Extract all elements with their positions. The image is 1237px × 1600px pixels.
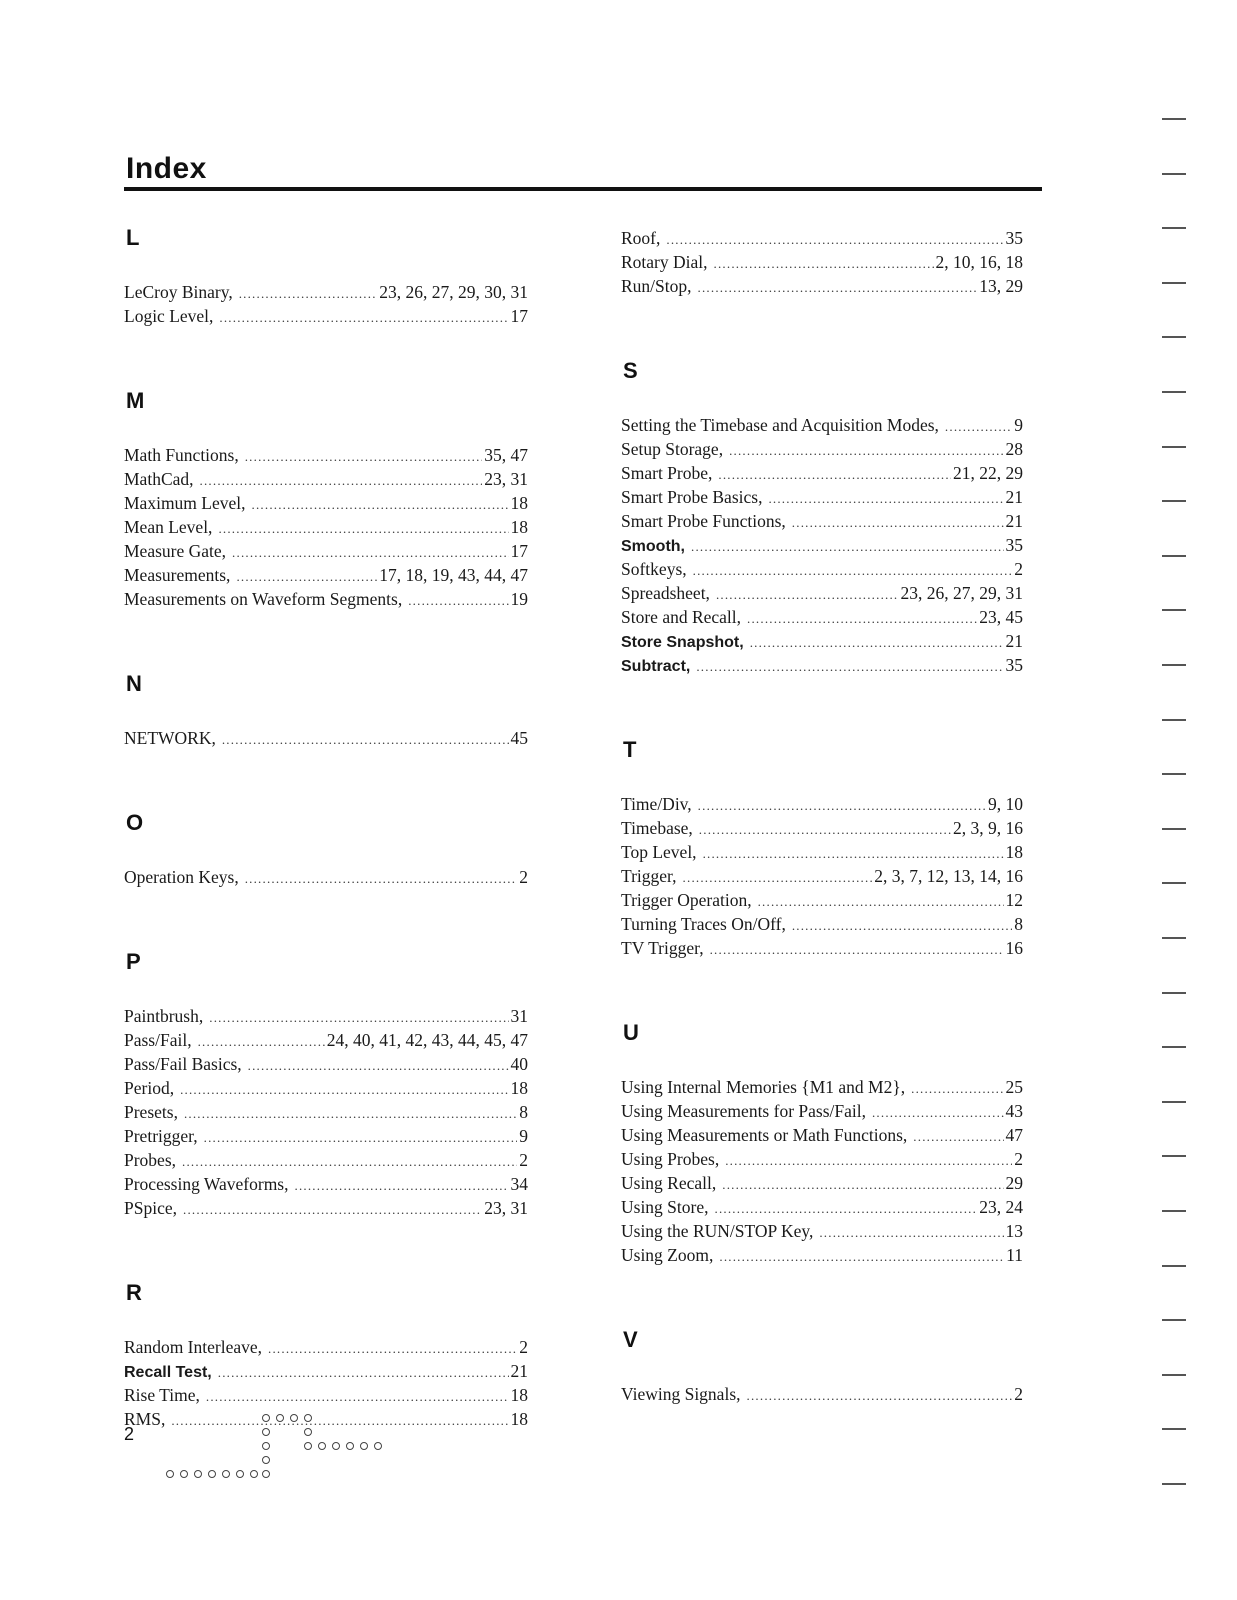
entry-pages: 35 (1005, 228, 1023, 248)
index-entry (621, 1123, 1023, 1147)
dot-leader (683, 866, 873, 890)
entry-term: Mean Level, (124, 517, 213, 537)
edge-mark (1162, 282, 1186, 284)
entry-pages: 35 (1005, 535, 1023, 555)
index-entry (124, 1004, 528, 1028)
index-section (621, 738, 1023, 960)
dot-leader (722, 1173, 1003, 1197)
entry-term: Run/Stop, (621, 276, 692, 296)
entry-pages: 23, 26, 27, 29, 30, 31 (379, 282, 528, 302)
index-entry (621, 274, 1023, 298)
dot-leader (768, 487, 1003, 511)
entry-pages: 2 (519, 1150, 528, 1170)
index-section (621, 1021, 1023, 1267)
index-entry (621, 461, 1023, 485)
index-entry (621, 1147, 1023, 1171)
edge-mark (1162, 227, 1186, 229)
dot-leader (872, 1101, 1004, 1125)
index-section (621, 359, 1023, 677)
dot-leader (232, 541, 508, 565)
dot-leader (184, 1102, 517, 1126)
entry-term: Maximum Level, (124, 493, 246, 513)
index-entry (124, 1124, 528, 1148)
index-entry (124, 1052, 528, 1076)
index-entry (621, 485, 1023, 509)
dot-leader (696, 655, 1003, 679)
entry-term: Smart Probe Basics, (621, 487, 763, 507)
entry-pages: 23, 26, 27, 29, 31 (900, 583, 1023, 603)
dot-leader (698, 794, 986, 818)
index-entry (621, 864, 1023, 888)
entry-term: Using Probes, (621, 1149, 720, 1169)
entry-pages: 12 (1005, 890, 1023, 910)
edge-mark (1162, 1210, 1186, 1212)
entry-term: Paintbrush, (124, 1006, 204, 1026)
index-entry (621, 226, 1023, 250)
entry-term: Pass/Fail Basics, (124, 1054, 242, 1074)
edge-mark (1162, 1101, 1186, 1103)
index-entry (124, 587, 528, 611)
index-entry (124, 1172, 528, 1196)
dot-leader (204, 1126, 518, 1150)
section-letter: V (623, 1327, 638, 1352)
entry-pages: 17 (510, 541, 528, 561)
dot-leader (945, 415, 1012, 439)
entry-pages: 23, 31 (484, 469, 528, 489)
entry-pages: 21 (1005, 487, 1023, 507)
section-letter: N (126, 671, 142, 696)
entry-pages: 28 (1005, 439, 1023, 459)
dot-leader (792, 511, 1004, 535)
entry-pages: 16 (1005, 938, 1023, 958)
edge-mark (1162, 992, 1186, 994)
entry-pages: 2, 10, 16, 18 (935, 252, 1023, 272)
entry-pages: 17, 18, 19, 43, 44, 47 (379, 565, 528, 585)
dot-leader (408, 589, 508, 613)
edge-mark (1162, 446, 1186, 448)
entry-term: RMS, (124, 1409, 166, 1429)
entry-term: Random Interleave, (124, 1337, 263, 1357)
entry-term: Rise Time, (124, 1385, 200, 1405)
index-entry (621, 509, 1023, 533)
entry-term: Using Internal Memories {M1 and M2}, (621, 1077, 906, 1097)
entry-term: Pretrigger, (124, 1126, 198, 1146)
index-entry (621, 1171, 1023, 1195)
entry-term: Using Zoom, (621, 1245, 714, 1265)
entry-term: LeCroy Binary, (124, 282, 233, 302)
dot-leader (758, 890, 1004, 914)
entry-pages: 43 (1005, 1101, 1023, 1121)
index-column-left (124, 226, 528, 1431)
entry-term: NETWORK, (124, 728, 216, 748)
dot-leader (239, 282, 378, 306)
index-entry (124, 1359, 528, 1383)
entry-pages: 8 (519, 1102, 528, 1122)
index-entry (621, 605, 1023, 629)
dot-leader (698, 276, 978, 300)
edge-mark (1162, 719, 1186, 721)
entry-term: Smooth, (621, 538, 685, 555)
entry-term: Setting the Timebase and Acquisition Modes, (621, 415, 939, 435)
entry-pages: 21, 22, 29 (953, 463, 1023, 483)
entry-pages: 9, 10 (988, 794, 1023, 814)
dot-leader (715, 1197, 978, 1221)
dot-leader (693, 559, 1013, 583)
index-section (124, 389, 528, 611)
entry-term: Subtract, (621, 658, 691, 675)
entry-pages: 13, 29 (979, 276, 1023, 296)
index-entry (124, 515, 528, 539)
index-section (124, 226, 528, 328)
dot-leader (182, 1150, 517, 1174)
entry-pages: 9 (519, 1126, 528, 1146)
entry-term: Turning Traces On/Off, (621, 914, 786, 934)
section-letter: L (126, 225, 140, 250)
dot-leader (218, 1361, 509, 1385)
index-entry (621, 581, 1023, 605)
dot-leader (200, 469, 483, 493)
dot-leader (222, 728, 509, 752)
entry-pages: 25 (1005, 1077, 1023, 1097)
binding-edge-marks (1160, 0, 1190, 1600)
entry-term: Using Measurements for Pass/Fail, (621, 1101, 866, 1121)
entry-pages: 35, 47 (484, 445, 528, 465)
entry-term: Time/Div, (621, 794, 692, 814)
dot-leader (268, 1337, 517, 1361)
dot-leader (248, 1054, 509, 1078)
dot-leader (295, 1174, 509, 1198)
edge-mark (1162, 882, 1186, 884)
index-entry (124, 443, 528, 467)
entry-term: Softkeys, (621, 559, 687, 579)
entry-term: Rotary Dial, (621, 252, 708, 272)
dot-leader (710, 938, 1004, 962)
edge-mark (1162, 828, 1186, 830)
edge-mark (1162, 773, 1186, 775)
dot-leader (747, 607, 977, 631)
index-entry (621, 1219, 1023, 1243)
entry-pages: 21 (1005, 631, 1023, 651)
entry-term: Using the RUN/STOP Key, (621, 1221, 814, 1241)
index-entry (621, 1195, 1023, 1219)
index-entry (124, 1148, 528, 1172)
index-entry (621, 792, 1023, 816)
dot-leader (219, 306, 508, 330)
dot-leader (245, 867, 518, 891)
dot-leader (198, 1030, 325, 1054)
section-letter: T (623, 737, 637, 762)
index-entry (124, 1335, 528, 1359)
dot-leader (236, 565, 377, 589)
entry-pages: 2 (519, 1337, 528, 1357)
index-entry (621, 250, 1023, 274)
index-entry (124, 304, 528, 328)
edge-mark (1162, 1428, 1186, 1430)
edge-mark (1162, 1265, 1186, 1267)
index-entry (621, 629, 1023, 653)
index-entry (621, 888, 1023, 912)
index-entry (124, 491, 528, 515)
dot-leader (245, 445, 483, 469)
entry-term: Measurements on Waveform Segments, (124, 589, 403, 609)
index-entry (124, 1196, 528, 1220)
dot-leader (718, 463, 951, 487)
dot-leader (252, 493, 509, 517)
index-entry (621, 840, 1023, 864)
entry-pages: 11 (1006, 1245, 1023, 1265)
entry-term: Measurements, (124, 565, 231, 585)
index-column-right (621, 226, 1023, 1406)
edge-mark (1162, 336, 1186, 338)
index-entry (124, 280, 528, 304)
index-entry (124, 467, 528, 491)
index-entry (621, 936, 1023, 960)
index-entry (621, 437, 1023, 461)
index-entry (621, 1075, 1023, 1099)
edge-mark (1162, 664, 1186, 666)
index-entry (124, 865, 528, 889)
entry-term: Operation Keys, (124, 867, 239, 887)
entry-pages: 8 (1014, 914, 1023, 934)
entry-pages: 23, 45 (979, 607, 1023, 627)
entry-pages: 2 (1014, 559, 1023, 579)
dot-leader (725, 1149, 1012, 1173)
entry-term: Trigger, (621, 866, 677, 886)
entry-pages: 29 (1005, 1173, 1023, 1193)
entry-pages: 35 (1005, 655, 1023, 675)
entry-term: Viewing Signals, (621, 1384, 741, 1404)
edge-mark (1162, 1155, 1186, 1157)
edge-mark (1162, 1046, 1186, 1048)
index-entry (621, 912, 1023, 936)
edge-mark (1162, 391, 1186, 393)
index-entry (621, 1099, 1023, 1123)
entry-term: Probes, (124, 1150, 177, 1170)
entry-pages: 18 (510, 517, 528, 537)
entry-term: Using Store, (621, 1197, 709, 1217)
entry-term: Math Functions, (124, 445, 239, 465)
entry-pages: 18 (510, 1078, 528, 1098)
dot-leader (666, 228, 1003, 252)
title-rule (124, 187, 1042, 191)
page-title: Index (126, 152, 207, 185)
index-entry (621, 1382, 1023, 1406)
index-entry (124, 1028, 528, 1052)
dot-leader (180, 1078, 508, 1102)
index-section (124, 811, 528, 889)
dot-leader (209, 1006, 508, 1030)
entry-pages: 23, 31 (484, 1198, 528, 1218)
entry-pages: 21 (1005, 511, 1023, 531)
entry-term: Using Measurements or Math Functions, (621, 1125, 908, 1145)
index-entry (621, 816, 1023, 840)
edge-mark (1162, 500, 1186, 502)
index-entry (124, 1100, 528, 1124)
edge-mark (1162, 609, 1186, 611)
dot-ornament (160, 1408, 390, 1478)
entry-term: Roof, (621, 228, 661, 248)
dot-leader (750, 631, 1004, 655)
dot-leader (691, 535, 1004, 559)
entry-pages: 17 (510, 306, 528, 326)
dot-leader (206, 1385, 509, 1409)
entry-term: Trigger Operation, (621, 890, 752, 910)
index-section (621, 226, 1023, 298)
section-letter: R (126, 1280, 142, 1305)
entry-pages: 40 (510, 1054, 528, 1074)
section-letter: M (126, 388, 145, 413)
edge-mark (1162, 1374, 1186, 1376)
page-number: 2 (124, 1424, 135, 1444)
entry-term: Using Recall, (621, 1173, 717, 1193)
index-section (621, 1328, 1023, 1406)
index-entry (124, 563, 528, 587)
index-section (124, 672, 528, 750)
dot-leader (218, 517, 508, 541)
dot-leader (719, 1245, 1004, 1269)
entry-term: Pass/Fail, (124, 1030, 192, 1050)
entry-term: Presets, (124, 1102, 178, 1122)
edge-mark (1162, 173, 1186, 175)
section-letter: S (623, 358, 638, 383)
entry-pages: 31 (510, 1006, 528, 1026)
index-section (124, 950, 528, 1220)
entry-pages: 2, 3, 9, 16 (953, 818, 1023, 838)
entry-pages: 2 (519, 867, 528, 887)
index-entry (124, 726, 528, 750)
index-entry (621, 1243, 1023, 1267)
section-letter: O (126, 810, 144, 835)
entry-term: Processing Waveforms, (124, 1174, 289, 1194)
entry-pages: 45 (510, 728, 528, 748)
index-entry (124, 1076, 528, 1100)
index-entry (621, 413, 1023, 437)
entry-pages: 24, 40, 41, 42, 43, 44, 45, 47 (326, 1030, 528, 1050)
entry-term: Store and Recall, (621, 607, 742, 627)
index-entry (621, 653, 1023, 677)
entry-term: PSpice, (124, 1198, 177, 1218)
entry-term: Period, (124, 1078, 175, 1098)
entry-term: Smart Probe Functions, (621, 511, 786, 531)
dot-leader (729, 439, 1003, 463)
section-letter: U (623, 1020, 639, 1045)
entry-pages: 18 (510, 1409, 528, 1429)
dot-leader (716, 583, 899, 607)
entry-term: Store Snapshot, (621, 634, 744, 651)
index-entry (621, 533, 1023, 557)
entry-term: Measure Gate, (124, 541, 227, 561)
entry-pages: 47 (1005, 1125, 1023, 1145)
dot-leader (699, 818, 951, 842)
edge-mark (1162, 118, 1186, 120)
entry-term: TV Trigger, (621, 938, 704, 958)
entry-pages: 18 (1005, 842, 1023, 862)
entry-term: Spreadsheet, (621, 583, 710, 603)
dot-leader (703, 842, 1004, 866)
index-entry (124, 539, 528, 563)
entry-term: MathCad, (124, 469, 194, 489)
entry-pages: 18 (510, 493, 528, 513)
entry-pages: 19 (510, 589, 528, 609)
dot-leader (747, 1384, 1013, 1408)
section-letter: P (126, 949, 141, 974)
dot-leader (792, 914, 1012, 938)
entry-term: Top Level, (621, 842, 697, 862)
edge-mark (1162, 937, 1186, 939)
dot-leader (183, 1198, 482, 1222)
edge-mark (1162, 1483, 1186, 1485)
entry-term: Timebase, (621, 818, 693, 838)
entry-term: Smart Probe, (621, 463, 713, 483)
dot-leader (819, 1221, 1003, 1245)
dot-leader (911, 1077, 1003, 1101)
entry-pages: 13 (1005, 1221, 1023, 1241)
edge-mark (1162, 1319, 1186, 1321)
entry-term: Setup Storage, (621, 439, 724, 459)
index-entry (621, 557, 1023, 581)
entry-pages: 21 (510, 1361, 528, 1381)
entry-term: Logic Level, (124, 306, 214, 326)
entry-pages: 9 (1014, 415, 1023, 435)
entry-term: Recall Test, (124, 1364, 212, 1381)
entry-pages: 2 (1014, 1149, 1023, 1169)
entry-pages: 34 (510, 1174, 528, 1194)
dot-leader (913, 1125, 1003, 1149)
entry-pages: 2, 3, 7, 12, 13, 14, 16 (874, 866, 1023, 886)
dot-leader (714, 252, 934, 276)
entry-pages: 23, 24 (979, 1197, 1023, 1217)
index-entry (124, 1383, 528, 1407)
edge-mark (1162, 555, 1186, 557)
entry-pages: 18 (510, 1385, 528, 1405)
entry-pages: 2 (1014, 1384, 1023, 1404)
